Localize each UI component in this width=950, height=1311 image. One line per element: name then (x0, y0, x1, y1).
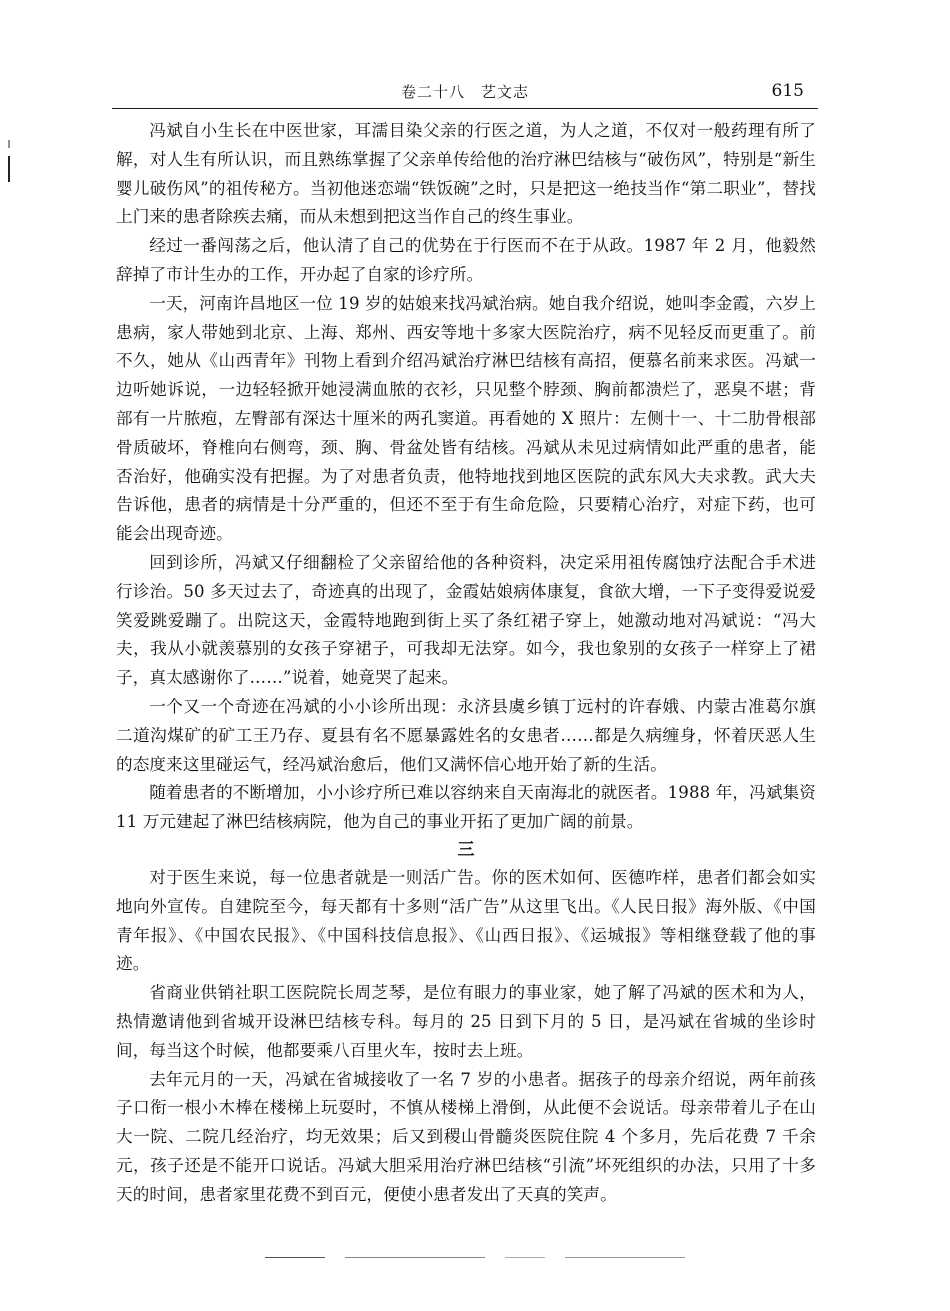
paragraph: 回到诊所，冯斌又仔细翻检了父亲留给他的各种资料，决定采用祖传腐蚀疗法配合手术进行诊治。50 多天过去了，奇迹真的出现了，金霞姑娘病体康复，食欲大增，一下子变得爱说爱笑爱跳爱蹦了。出院这天，金霞特地跑到街上买了条红裙子穿上，她激动地对冯斌说：“冯大夫，我从小就羡慕别的女孩子穿裙子，可我却无法穿。如今，我也象别的女孩子一样穿上了裙子，真太感谢你了……”说着，她竟哭了起来。 (116, 552, 816, 688)
article-body (116, 117, 816, 1209)
paragraph: 去年元月的一天，冯斌在省城接收了一名 7 岁的小患者。据孩子的母亲介绍说，两年前孩子口衔一根小木棒在楼梯上玩耍时，不慎从楼梯上滑倒，从此便不会说话。母亲带着儿子在山大一院、二院几经治疗，均无效果；后又到稷山骨髓炎医院住院 4 个多月，先后花费 7 千余元，孩子还是不能开口说话。冯斌大胆采用治疗淋巴结核“引流”坏死组织的办法，只用了十多天的时间，患者家里花费不到百元，便使小患者发出了天真的笑声。 (116, 1069, 816, 1204)
paragraph: 冯斌自小生长在中医世家，耳濡目染父亲的行医之道，为人之道，不仅对一般药理有所了解，对人生有所认识，而且熟练掌握了父亲单传给他的治疗淋巴结核与“破伤风”，特别是“新生婴儿破伤风”的祖传秘方。当初他迷恋端“铁饭碗”之时，只是把这一绝技当作“第二职业”，替找上门来的患者除疾去痛，而从未想到把这当作自己的终生事业。 (116, 121, 816, 227)
binding-mark-tick (8, 156, 10, 182)
paragraph: 经过一番闯荡之后，他认清了自己的优势在于行医而不在于从政。1987 年 2 月，他毅然辞掉了市计生办的工作，开办起了自家的诊疗所。 (116, 236, 816, 284)
running-header-title: 卷二十八 艺文志 (401, 83, 530, 101)
scan-artifact-line (505, 1257, 545, 1258)
page-number: 615 (771, 81, 804, 101)
page-header (112, 82, 818, 108)
paragraph: 一天，河南许昌地区一位 19 岁的姑娘来找冯斌治病。她自我介绍说，她叫李金霞，六岁上患病，家人带她到北京、上海、郑州、西安等地十多家大医院治疗，病不见轻反而更重了。前不久，她从《山西青年》刊物上看到介绍冯斌治疗淋巴结核有高招，便慕名前来求医。冯斌一边听她诉说，一边轻轻掀开她浸满血脓的衣衫，只见整个脖颈、胸前都溃烂了，恶臭不堪；背部有一片脓疱，左臀部有深达十厘米的两孔窦道。再看她的 X 照片：左侧十一、十二肋骨根部骨质破坏，脊椎向右侧弯，颈、胸、骨盆处皆有结核。冯斌从未见过病情如此严重的患者，能否治好，他确实没有把握。为了对患者负责，他特地找到地区医院的武东风大夫求教。武大夫告诉他，患者的病情是十分严重的，但还不至于有生命危险，只要精心治疗，对症下药，也可能会出现奇迹。 (116, 293, 816, 544)
header-rule (112, 108, 818, 109)
paragraph: 随着患者的不断增加，小小诊疗所已难以容纳来自天南海北的就医者。1988 年，冯斌集资 11 万元建起了淋巴结核病院，他为自己的事业开拓了更加广阔的前景。 (116, 783, 816, 832)
binding-mark-tick (8, 140, 10, 148)
paragraph: 一个又一个奇迹在冯斌的小小诊所出现：永济县虞乡镇丁远村的许春娥、内蒙古准葛尔旗二道沟煤矿的矿工王乃存、夏县有名不愿暴露姓名的女患者……都是久病缠身，怀着厌恶人生的态度来这里碰运气，经冯斌治愈后，他们又满怀信心地开始了新的生活。 (116, 696, 816, 774)
paragraph: 对于医生来说，每一位患者就是一则活广告。你的医术如何、医德咋样，患者们都会如实地向外宣传。自建院至今，每天都有十多则“活广告”从这里飞出。《人民日报》海外版、《中国青年报》、《中国农民报》、《中国科技信息报》、《山西日报》、《运城报》等相继登载了他的事迹。 (116, 867, 816, 974)
paragraph: 省商业供销社职工医院院长周芝琴，是位有眼力的事业家，她了解了冯斌的医术和为人，热情邀请他到省城开设淋巴结核专科。每月的 25 日到下月的 5 日，是冯斌在省城的坐诊时间，每当这个时候，他都要乘八百里火车，按时去上班。 (116, 983, 816, 1060)
binding-mark (8, 140, 11, 184)
section-heading: 三 (457, 839, 475, 860)
scan-artifact (265, 1257, 695, 1260)
scan-artifact-line (565, 1257, 685, 1258)
scan-artifact-line (345, 1257, 485, 1258)
scan-artifact-line (265, 1257, 325, 1258)
